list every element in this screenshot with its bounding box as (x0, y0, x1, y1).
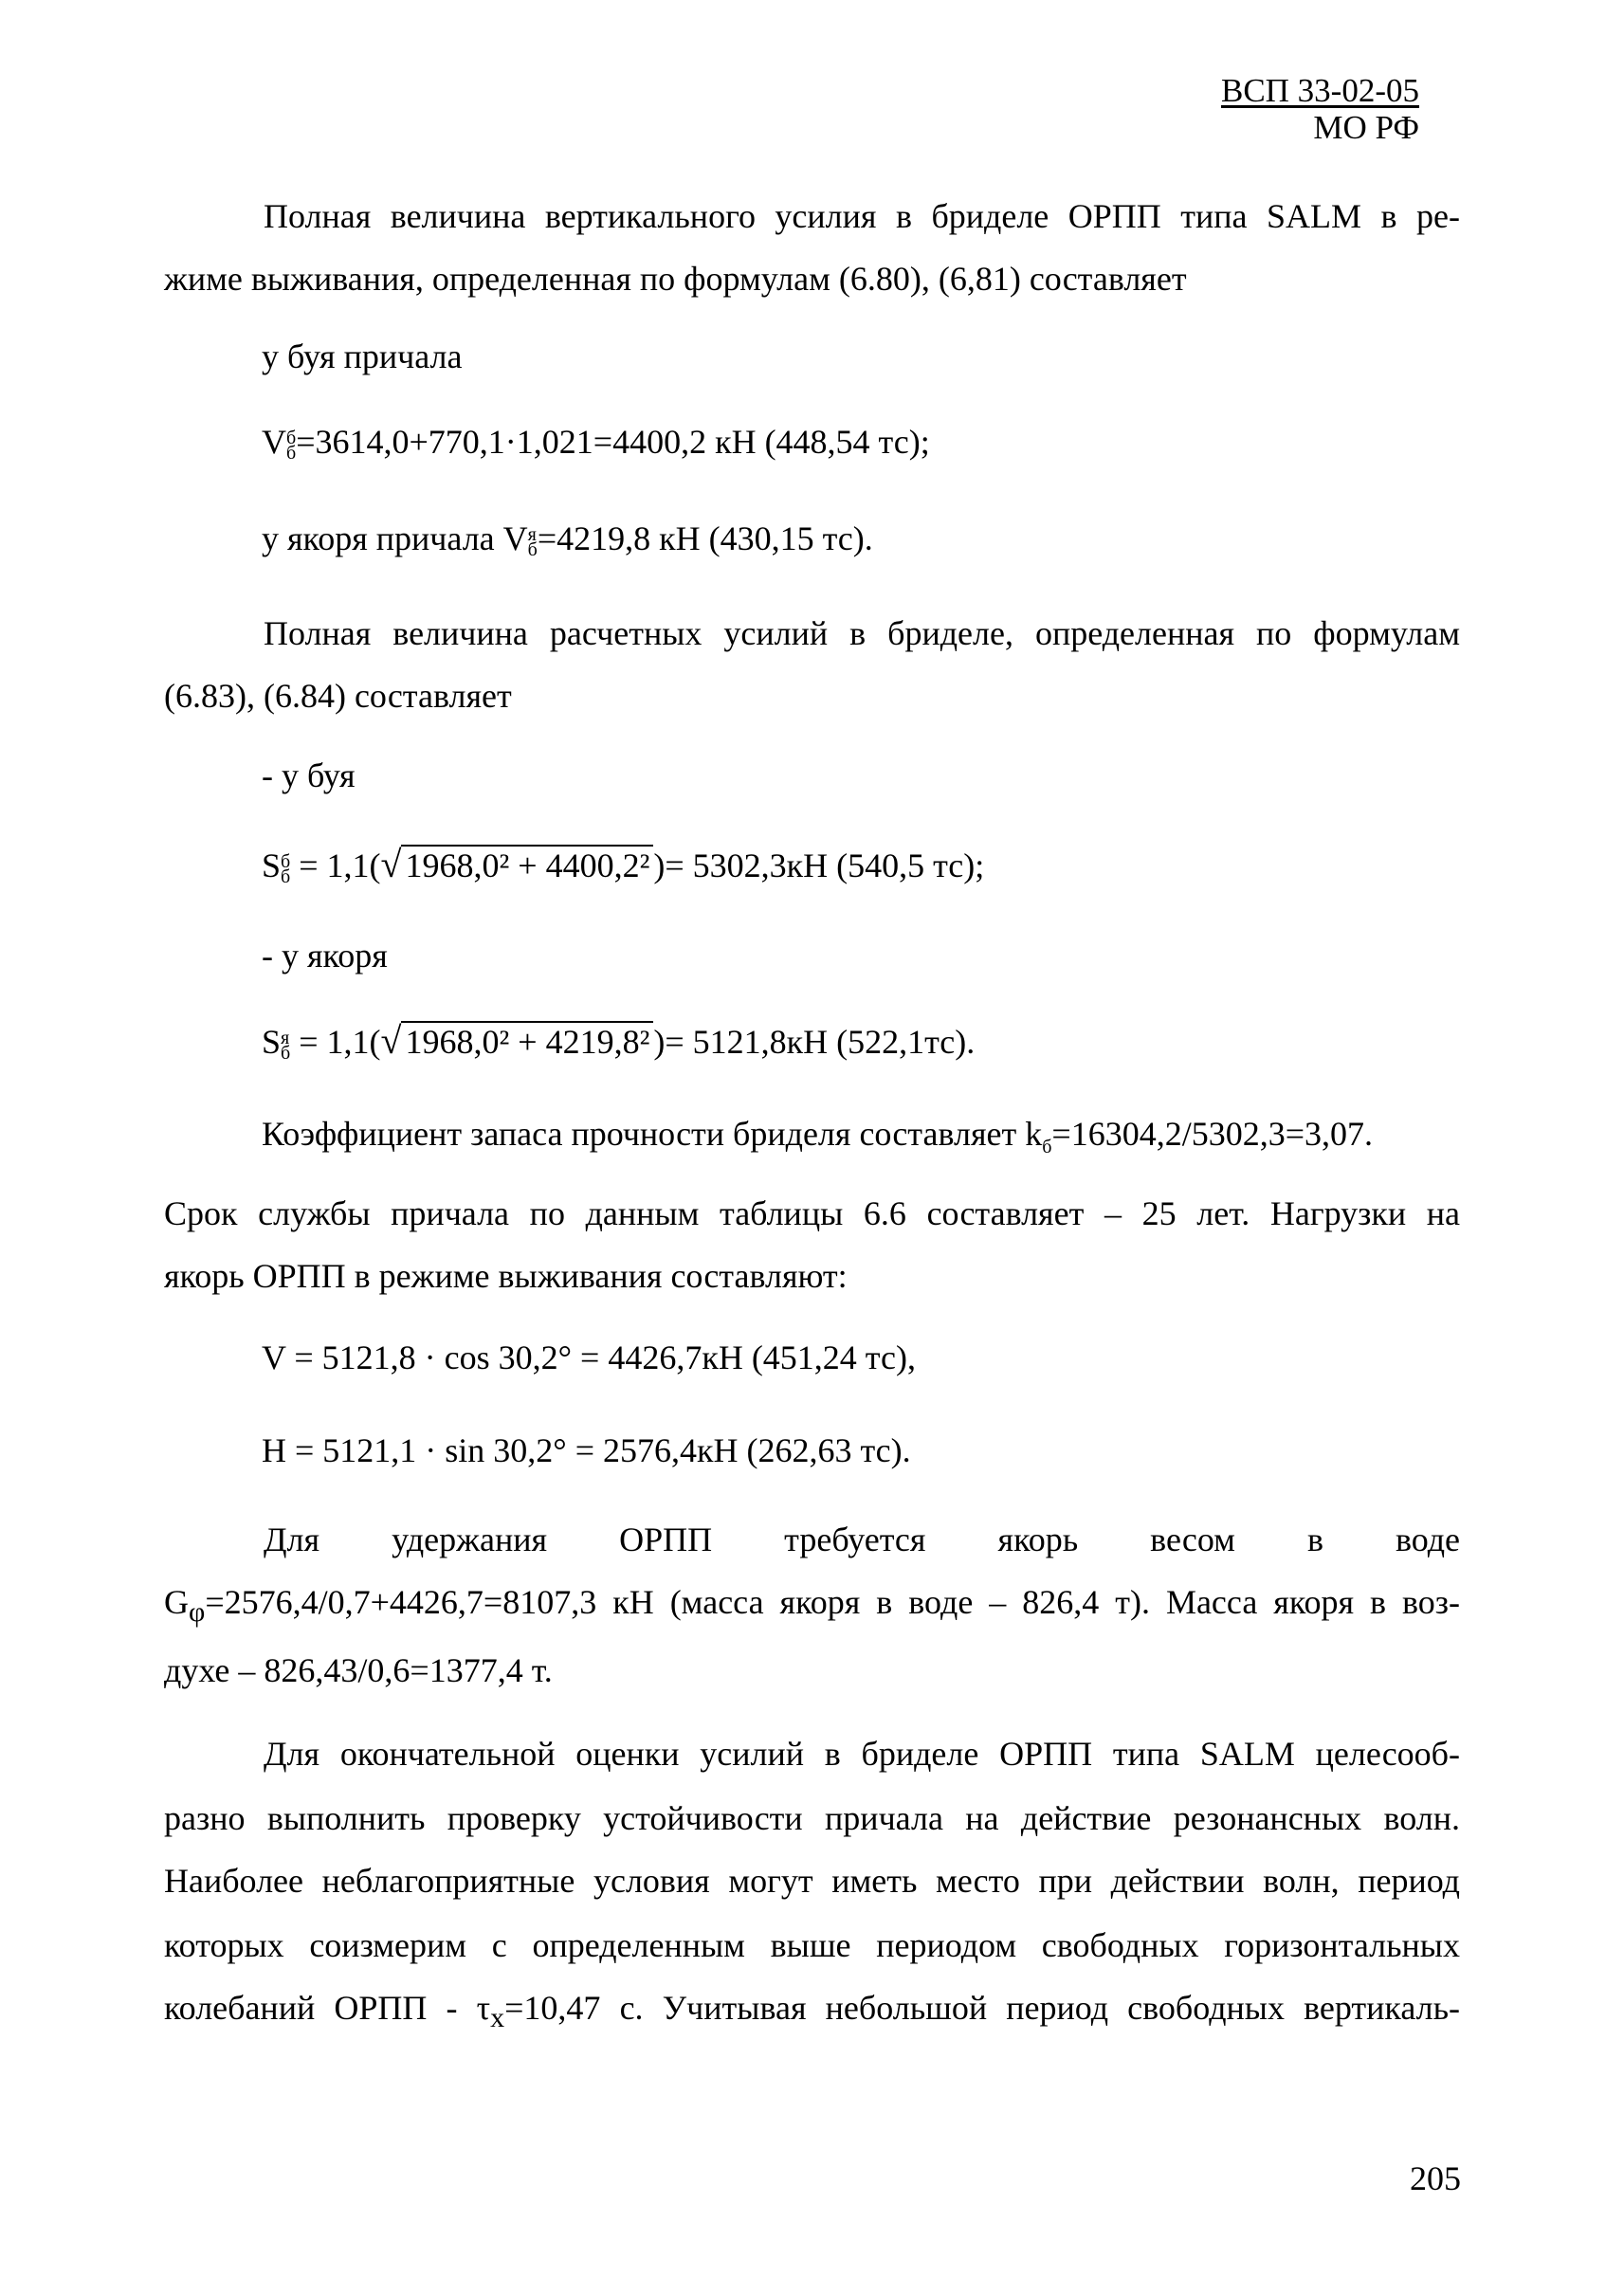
text-line: - у якоря (262, 937, 388, 974)
text-line: Полная величина расчетных усилий в бриделе, определенная по формулам (264, 614, 1460, 652)
text-line: у буя причала (262, 337, 463, 375)
text-line: разно выполнить проверку устойчивости причала на действие резонансных волн. (164, 1799, 1460, 1837)
formula-horizontal-load: H = 5121,1 · sin 30,2° = 2576,4кН (262,63 тс). (262, 1431, 911, 1469)
text-line: якорь ОРПП в режиме выживания составляют: (164, 1257, 848, 1295)
document-code: ВСП 33-02-05 (1220, 72, 1419, 109)
text-line: жиме выживания, определенная по формулам (6.80), (6,81) составляет (164, 260, 1187, 298)
text-line: Наиболее неблагоприятные условия могут иметь место при действии волн, период (164, 1862, 1460, 1900)
document-organization: МО РФ (1313, 109, 1419, 146)
text-line: Для окончательной оценки усилий в бриделе ОРПП типа SALM целесооб- (264, 1735, 1460, 1773)
text-line: - у буя (262, 756, 356, 794)
text-line: Полная величина вертикального усилия в бриделе ОРПП типа SALM в ре- (264, 197, 1460, 235)
text-line: колебаний ОРПП - $\tau_x=10,47$ с. Учитывая небольшой период свободных вертикаль- (164, 1989, 1461, 2034)
text-line: Для удержания ОРПП требуется якорь весом в воде (264, 1521, 1460, 1558)
text-line: Коэффициент запаса прочности бриделя составляет $k_б=16304,2/5302,3=3,07$. (262, 1115, 1374, 1158)
formula-line: V б б =3614,0+770,1·1,021=4400,2 кН (448,54 тс); (262, 423, 930, 464)
formula-bridle-buoy: S б б = 1,1(√ 1968,0² + 4400,2² )= 5302,3кН (540,5 тс); (262, 843, 985, 887)
page-number: 205 (1410, 2159, 1461, 2197)
text-line: Срок службы причала по данным таблицы 6.6 составляет – 25 лет. Нагрузки на (164, 1194, 1460, 1232)
text-line: $G_\varphi=2576,4/0,7+4426,7=8107,3$ кН (масса якоря в воде – 826,4 т). Масса якоря в воз- (164, 1583, 1460, 1629)
text-line: духе – 826,43/0,6=1377,4 т. (164, 1651, 553, 1689)
text-line: (6.83), (6.84) составляет (164, 677, 512, 715)
formula-vertical-load: V = 5121,8 · cos 30,2° = 4426,7кН (451,24 тс), (262, 1339, 916, 1376)
text-line: которых соизмерим с определенным выше периодом свободных горизонтальных (164, 1926, 1460, 1964)
formula-bridle-anchor: S я б = 1,1(√ 1968,0² + 4219,8² )= 5121,8кН (522,1тс). (262, 1019, 976, 1064)
formula-line: у якоря причала V я б =4219,8 кН (430,15 тс). (262, 519, 873, 560)
